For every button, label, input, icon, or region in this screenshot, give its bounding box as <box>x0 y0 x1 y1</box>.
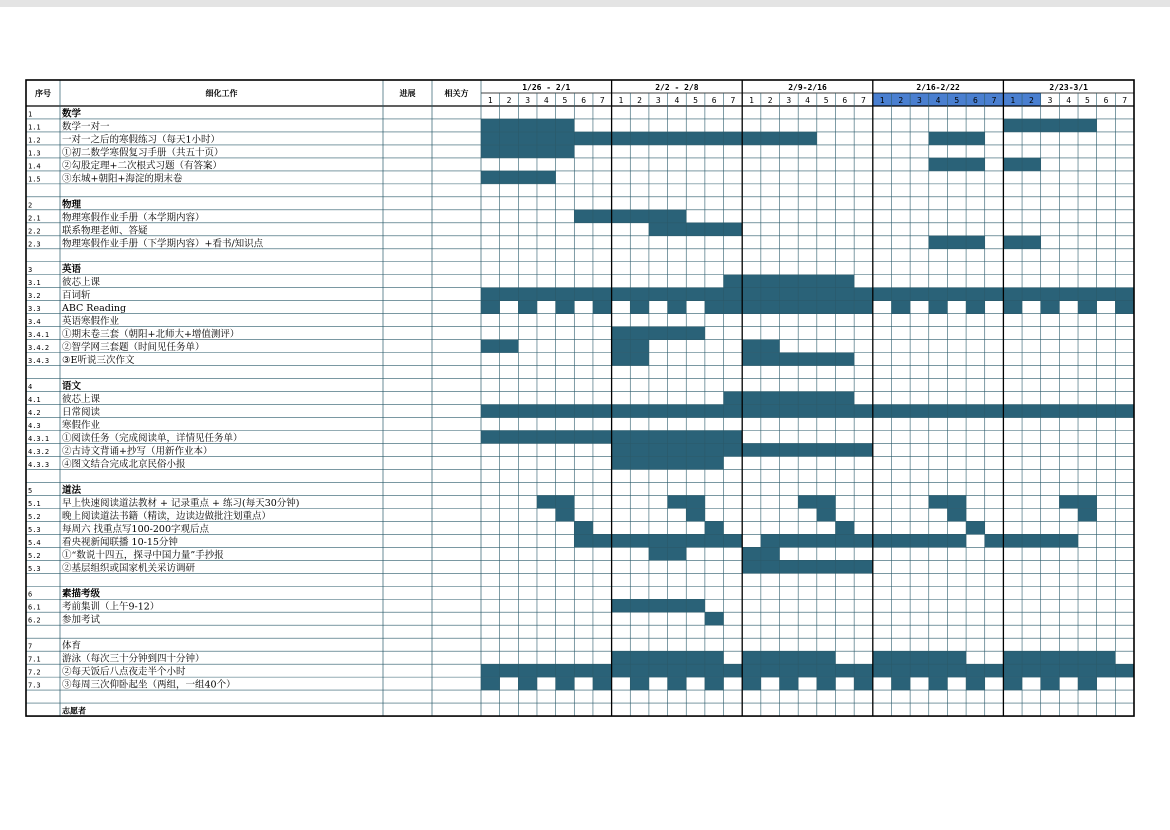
gantt-bar <box>705 677 724 690</box>
task-label: ②智学网三套题（时间见任务单） <box>62 342 205 354</box>
day-number: 5 <box>693 96 698 105</box>
row-seq: 7 <box>28 642 33 651</box>
gantt-bar <box>742 560 873 573</box>
day-number: 1 <box>487 96 493 105</box>
day-number: 6 <box>1103 96 1109 105</box>
gantt-bar <box>612 327 705 340</box>
task-label: 每周六 找重点写100-200字观后点 <box>62 523 209 535</box>
section-title: 英语 <box>62 264 82 276</box>
gantt-bar <box>817 508 836 521</box>
task-label: 日常阅读 <box>62 407 101 419</box>
gantt-bar <box>686 508 705 521</box>
row-seq: 7.3 <box>28 681 41 690</box>
header-progress: 进展 <box>399 89 416 98</box>
row-seq: 2.1 <box>28 214 41 223</box>
day-number: 2 <box>767 96 773 105</box>
day-number: 7 <box>730 96 736 105</box>
gantt-bar <box>947 508 966 521</box>
row-seq: 4 <box>28 383 33 392</box>
task-label: 体育 <box>62 640 82 652</box>
gantt-bar <box>668 677 687 690</box>
row-seq: 4.3.2 <box>28 447 50 456</box>
row-seq: 5.3 <box>28 564 41 573</box>
day-number: 4 <box>935 96 941 105</box>
gantt-bar <box>761 534 854 547</box>
row-seq: 5.4 <box>28 538 41 547</box>
gantt-bar <box>574 534 742 547</box>
gantt-bar <box>835 521 854 534</box>
header-seq: 序号 <box>35 89 51 98</box>
gantt-bar <box>873 651 966 664</box>
row-seq: 4.3.1 <box>28 434 50 443</box>
gantt-bar <box>929 677 948 690</box>
row-seq: 5.3 <box>28 525 41 534</box>
section-title: 道法 <box>62 484 82 496</box>
gantt-bar <box>929 236 985 249</box>
gantt-bar <box>556 677 575 690</box>
gantt-bar <box>481 677 500 690</box>
header-task: 细化工作 <box>205 89 238 98</box>
day-number: 2 <box>506 96 512 105</box>
day-number: 1 <box>749 96 754 105</box>
day-number: 6 <box>973 96 978 105</box>
header-related: 相关方 <box>444 89 469 98</box>
task-label: 游泳（每次三十分钟到四十分钟） <box>62 653 205 665</box>
task-label: 数学一对一 <box>62 121 110 133</box>
task-label: 百词斩 <box>62 290 91 302</box>
table-border <box>26 80 1134 716</box>
gantt-bar <box>724 301 855 314</box>
gantt-bar <box>891 677 910 690</box>
row-seq: 3.4 <box>28 318 41 327</box>
gantt-bar <box>556 301 575 314</box>
gantt-bar <box>705 521 724 534</box>
gantt-bar <box>742 651 835 664</box>
row-seq: 3 <box>28 266 33 275</box>
day-number: 5 <box>1084 96 1090 105</box>
row-seq: 1.3 <box>28 149 41 158</box>
row-seq: 1.4 <box>28 162 41 171</box>
row-seq: 2.3 <box>28 240 41 249</box>
row-seq: 1.2 <box>28 136 41 145</box>
day-number: 7 <box>599 96 605 105</box>
task-label: ②每天饭后八点夜走半个小时 <box>62 666 186 678</box>
row-seq: 3.4.1 <box>28 331 50 340</box>
gantt-bar <box>649 223 742 236</box>
task-label: 寒假作业 <box>62 420 101 431</box>
day-number: 5 <box>562 96 568 105</box>
week-label: 2/23-3/1 <box>1049 83 1088 92</box>
row-seq: 3.3 <box>28 305 41 314</box>
day-number: 5 <box>823 96 829 105</box>
task-label: 看央视新闻联播 10-15分钟 <box>62 536 178 548</box>
gantt-bar <box>518 677 537 690</box>
row-seq: 7.1 <box>28 655 41 664</box>
gantt-bar <box>481 288 1134 301</box>
task-label: 晚上阅读道法书籍（精读，边读边做批注划重点） <box>62 510 272 522</box>
gantt-bar <box>854 677 873 690</box>
row-seq: 5.2 <box>28 512 41 521</box>
task-label: ②基层组织或国家机关采访调研 <box>62 562 196 574</box>
week-label: 2/2 - 2/8 <box>655 83 699 92</box>
row-seq: 4.3.3 <box>28 460 50 469</box>
gantt-bar <box>630 677 649 690</box>
week-label: 2/16-2/22 <box>916 83 960 92</box>
day-number: 6 <box>711 96 717 105</box>
gantt-bar <box>556 508 575 521</box>
gantt-bar <box>593 677 612 690</box>
gantt-bar <box>966 301 985 314</box>
task-label: ABC Reading <box>62 303 127 315</box>
task-label: ①期末卷三套（朝阳+北师大+增值测评） <box>62 329 240 341</box>
row-seq: 4.3 <box>28 422 41 430</box>
task-label: 一对一之后的寒假练习（每天1小时） <box>62 134 221 146</box>
day-number: 5 <box>954 96 960 105</box>
task-label: 英语寒假作业 <box>62 316 120 328</box>
gantt-bar <box>481 145 574 158</box>
section-title: 素描考级 <box>62 588 101 600</box>
row-seq: 1.1 <box>28 123 41 132</box>
day-number: 7 <box>1122 96 1128 105</box>
gantt-bar <box>481 301 500 314</box>
gantt-bar <box>1003 677 1022 690</box>
task-label: ③每周三次仰卧起坐（两组，一组40个） <box>62 679 236 691</box>
task-label: 物理寒假作业手册（本学期内容） <box>62 212 205 224</box>
row-seq: 3.4.3 <box>28 357 50 366</box>
task-label: ④图文结合完成北京民俗小报 <box>62 458 186 470</box>
task-label: 参加考试 <box>62 614 101 626</box>
gantt-bar <box>1003 301 1022 314</box>
task-label: ②古诗文背诵+抄写（用新作业本） <box>62 445 213 457</box>
task-label: ③E听说三次作文 <box>62 355 135 367</box>
day-number: 3 <box>786 96 792 105</box>
row-seq: 2 <box>28 201 33 210</box>
row-seq: 6.2 <box>28 616 41 625</box>
gantt-bar <box>929 158 985 171</box>
day-number: 3 <box>1047 96 1053 105</box>
section-title: 物理 <box>62 199 82 211</box>
day-number: 2 <box>637 96 642 105</box>
day-number: 6 <box>581 96 587 105</box>
gantt-bar <box>854 301 873 314</box>
task-label: 早上快速阅读道法教材 + 记录重点 + 练习(每天30分钟) <box>62 497 300 509</box>
week-label: 2/9-2/16 <box>788 83 827 92</box>
day-number: 1 <box>879 96 885 105</box>
gantt-bar <box>966 521 985 534</box>
footer-volunteer-label: 志愿者 <box>62 706 86 716</box>
gantt-bar <box>518 301 537 314</box>
row-seq: 7.2 <box>28 668 41 677</box>
gantt-bar <box>593 301 612 314</box>
gantt-bar <box>742 677 761 690</box>
task-label: ③东城+朝阳+海淀的期末卷 <box>62 173 183 185</box>
row-seq: 3.4.2 <box>28 344 50 353</box>
gantt-bar <box>1041 677 1060 690</box>
row-seq: 3.2 <box>28 292 41 301</box>
gantt-bar <box>780 677 799 690</box>
row-seq: 1 <box>28 110 33 119</box>
day-number: 3 <box>525 96 531 105</box>
gantt-bar <box>1003 119 1096 132</box>
day-number: 3 <box>655 96 661 105</box>
gantt-bar <box>1078 508 1097 521</box>
row-seq: 4.2 <box>28 409 41 418</box>
day-number: 7 <box>861 96 866 105</box>
gantt-bar <box>630 301 649 314</box>
gantt-bar <box>929 301 948 314</box>
row-seq: 5.2 <box>28 551 41 560</box>
row-seq: 2.2 <box>28 227 41 236</box>
week-label: 1/26 - 2/1 <box>522 83 571 92</box>
gantt-bar <box>1115 301 1134 314</box>
task-label: ②勾股定理+二次根式习题（有答案） <box>62 160 222 172</box>
day-number: 3 <box>917 96 922 105</box>
day-number: 6 <box>842 96 848 105</box>
task-label: ①初二数学寒假复习手册（共五十页） <box>62 147 224 159</box>
row-seq: 5.1 <box>28 499 41 508</box>
row-seq: 6.1 <box>28 603 41 612</box>
row-seq: 1.5 <box>28 175 41 184</box>
day-number: 2 <box>1028 96 1034 105</box>
day-number: 7 <box>991 96 997 105</box>
gantt-bar <box>574 521 593 534</box>
gantt-bar <box>705 612 724 625</box>
gantt-bar <box>705 301 724 314</box>
gantt-bar <box>724 275 855 288</box>
section-title: 数学 <box>62 108 82 120</box>
day-number: 4 <box>1066 96 1072 105</box>
gantt-bar <box>1078 301 1097 314</box>
gantt-bar <box>481 119 574 132</box>
task-label: 考前集训（上午9-12） <box>62 601 160 613</box>
day-number: 4 <box>543 96 549 105</box>
task-label: 物理寒假作业手册（下学期内容）+看书/知识点 <box>62 238 264 250</box>
gantt-bar <box>612 599 705 612</box>
task-label: ①“数说十四五，探寻中国力量”手抄报 <box>62 549 224 561</box>
gantt-bar <box>891 301 910 314</box>
gantt-bar <box>1078 677 1097 690</box>
row-seq: 3.1 <box>28 279 41 288</box>
day-number: 4 <box>674 96 680 105</box>
gantt-bar <box>668 301 687 314</box>
gantt-bar <box>724 392 855 405</box>
day-number: 1 <box>618 96 624 105</box>
day-number: 2 <box>898 96 904 105</box>
gantt-bar <box>929 132 985 145</box>
gantt-bar <box>481 405 1134 418</box>
section-title: 语文 <box>62 381 82 393</box>
row-seq: 4.1 <box>28 396 41 405</box>
task-label: 联系物理老师、答疑 <box>62 225 148 237</box>
task-label: 彼芯上课 <box>62 394 101 406</box>
task-label: ①阅读任务（完成阅读单，详情见任务单） <box>62 432 243 444</box>
day-number: 4 <box>805 96 810 105</box>
gantt-bar <box>1041 301 1060 314</box>
gantt-bar <box>966 677 985 690</box>
task-label: 彼芯上课 <box>62 277 101 289</box>
day-number: 1 <box>1010 96 1016 105</box>
row-seq: 5 <box>28 486 33 495</box>
gantt-bar <box>481 664 1134 677</box>
gantt-bar <box>817 677 836 690</box>
row-seq: 6 <box>28 590 33 599</box>
gantt-bar <box>985 534 1078 547</box>
